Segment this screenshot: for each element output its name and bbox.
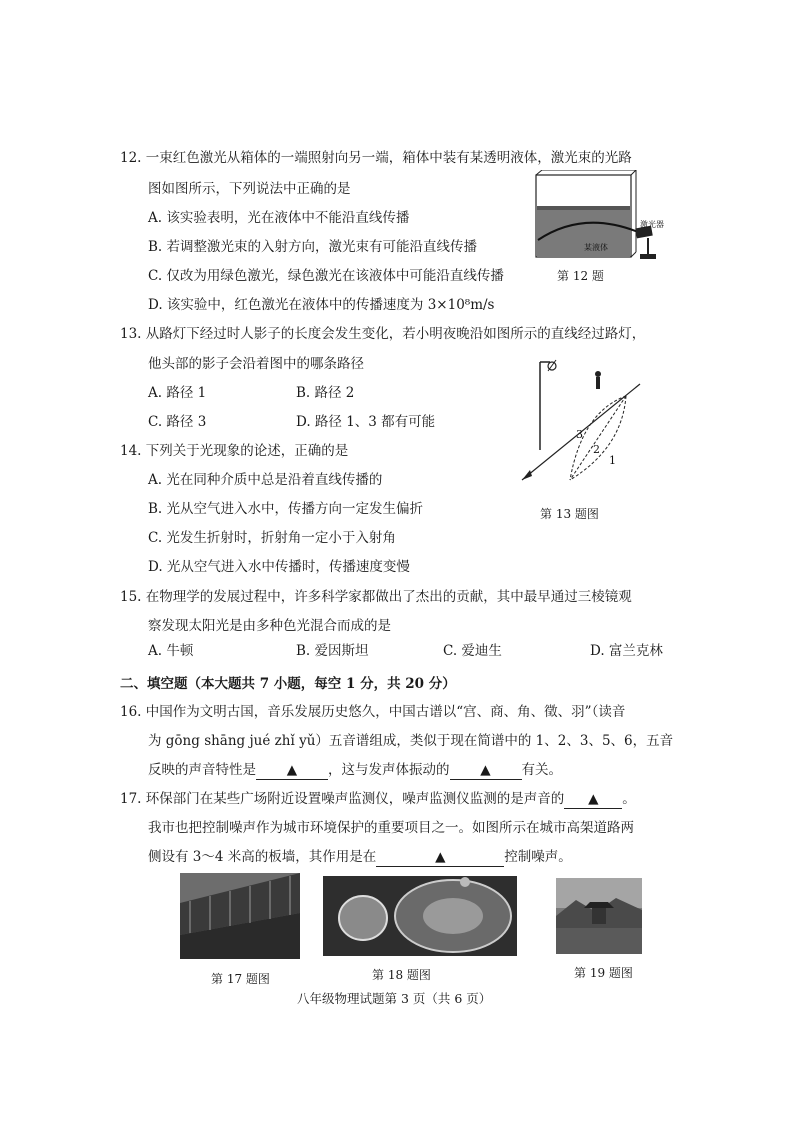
q17-blank-1[interactable]: ▲ <box>564 790 622 809</box>
q13-stem-line1: 13. 从路灯下经过时人影子的长度会发生变化，若小明夜晚沿如图所示的直线经过路灯， <box>120 326 646 342</box>
q12-option-c: C. 仅改为用绿色激光，绿色激光在该液体中可能沿直线传播 <box>148 268 504 284</box>
q12-stem-line1: 12. 一束红色激光从箱体的一端照射向另一端，箱体中装有某透明液体，激光束的光路 <box>120 150 632 166</box>
q16-line1: 16. 中国作为文明古国，音乐发展历史悠久，中国古谱以“宫、商、角、徵、羽”（读音 <box>120 704 626 720</box>
q16-blank-1[interactable]: ▲ <box>256 761 328 780</box>
q17-line3 <box>148 848 572 867</box>
q13-path2-label: 2 <box>593 443 600 456</box>
q18-photo-dish <box>323 876 517 956</box>
q17-line3-part1: 侧设有 3～4 米高的板墙，其作用是在 <box>148 849 377 865</box>
q13-option-d: D. 路径 1、3 都有可能 <box>296 414 436 430</box>
person-icon <box>595 371 601 377</box>
q15-option-b: B. 爱因斯坦 <box>296 643 369 659</box>
q12-option-d: D. 该实验中，红色激光在液体中的传播速度为 3×10⁸m/s <box>148 297 495 313</box>
q17-line3-part2: 控制噪声。 <box>504 849 572 865</box>
page-footer: 八年级物理试题第 3 页（共 6 页） <box>297 991 492 1006</box>
q14-option-d: D. 光从空气进入水中传播时，传播速度变慢 <box>148 559 410 575</box>
q12-figure <box>528 170 698 268</box>
q15-option-c: C. 爱迪生 <box>443 643 502 659</box>
q12-laser-label: 激光器 <box>640 220 664 229</box>
q17-line1 <box>120 790 636 809</box>
q16-line3-part2: ，这与发声体振动的 <box>328 762 450 778</box>
q17-line1-part2: 。 <box>622 791 636 807</box>
q12-option-a: A. 该实验表明，光在液体中不能沿直线传播 <box>148 210 410 226</box>
q12-stem-line2: 图如图所示，下列说法中正确的是 <box>148 181 351 197</box>
q13-figure <box>512 352 652 492</box>
q13-option-a: A. 路径 1 <box>148 385 207 401</box>
q19-caption: 第 19 题图 <box>574 966 633 980</box>
q15-stem-line1: 15. 在物理学的发展过程中，许多科学家都做出了杰出的贡献，其中最早通过三棱镜观 <box>120 589 632 605</box>
q16-line3-part3: 有关。 <box>521 762 562 778</box>
q17-blank-2[interactable]: ▲ <box>376 848 504 867</box>
q17-line2: 我市也把控制噪声作为城市环境保护的重要项目之一。如图所示在城市高架道路两 <box>148 820 634 836</box>
q13-path3-label: 3 <box>576 428 583 441</box>
q19-photo-pavilion <box>556 878 642 954</box>
q12-liquid-label: 某液体 <box>584 243 608 252</box>
q18-caption: 第 18 题图 <box>372 968 431 982</box>
q16-line3 <box>148 761 562 780</box>
q13-caption: 第 13 题图 <box>540 507 599 521</box>
q17-line1-part1: 17. 环保部门在某些广场附近设置噪声监测仪，噪声监测仪监测的是声音的 <box>120 791 565 807</box>
q14-stem: 14. 下列关于光现象的论述，正确的是 <box>120 443 349 459</box>
q13-stem-line2: 他头部的影子会沿着图中的哪条路径 <box>148 356 364 372</box>
q14-option-b: B. 光从空气进入水中，传播方向一定发生偏折 <box>148 501 424 517</box>
q14-option-c: C. 光发生折射时，折射角一定小于入射角 <box>148 530 396 546</box>
q13-path1-label: 1 <box>609 454 616 467</box>
q13-option-c: C. 路径 3 <box>148 414 207 430</box>
q16-line3-part1: 反映的声音特性是 <box>148 762 256 778</box>
q12-option-b: B. 若调整激光束的入射方向，激光束有可能沿直线传播 <box>148 239 478 255</box>
q14-option-a: A. 光在同种介质中总是沿着直线传播的 <box>148 472 383 488</box>
q16-blank-2[interactable]: ▲ <box>450 761 522 780</box>
q13-option-b: B. 路径 2 <box>296 385 355 401</box>
section-2-heading: 二、填空题（本大题共 7 小题，每空 1 分，共 20 分） <box>120 676 456 692</box>
q15-option-d: D. 富兰克林 <box>590 643 663 659</box>
q17-caption: 第 17 题图 <box>211 972 270 986</box>
q15-stem-line2: 察发现太阳光是由多种色光混合而成的是 <box>148 618 391 634</box>
q16-line2: 为 gōng shāng jué zhǐ yǔ）五音谱组成，类似于现在简谱中的 1、2、3、5、6，五音 <box>148 733 674 749</box>
q12-caption: 第 12 题 <box>557 269 604 283</box>
q17-photo-wall <box>180 873 300 959</box>
q15-option-a: A. 牛顿 <box>148 643 194 659</box>
